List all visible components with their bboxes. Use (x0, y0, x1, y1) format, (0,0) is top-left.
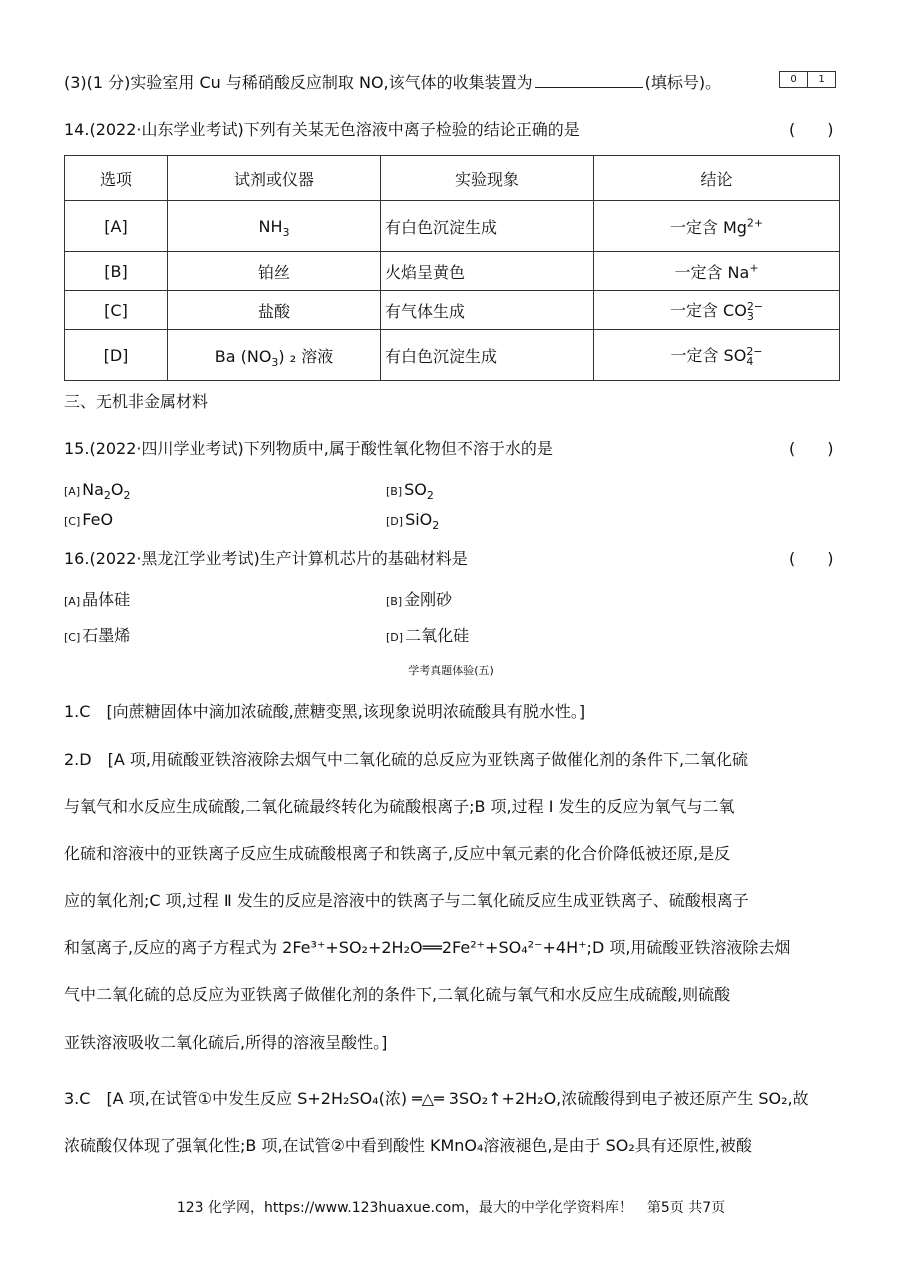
q15-option-c[interactable]: [C] FeO (64, 510, 114, 529)
q15-option-d[interactable]: [D] SiO$_2$ (386, 510, 440, 533)
row-conclusion: 一定含 $Mg^{2+}$ (594, 201, 840, 252)
answer-2-line: 亚铁溶液吸收二氧化硫后,所得的溶液呈酸性。] (64, 1033, 388, 1052)
answer-2-line: 化硫和溶液中的亚铁离子反应生成硫酸根离子和铁离子,反应中氧元素的化合价降低被还原,是反 (64, 844, 731, 863)
score-0[interactable]: 0 (779, 71, 808, 88)
q13-line (64, 70, 721, 95)
section-heading: 三、无机非金属材料 (64, 392, 209, 411)
table-header-row (65, 156, 840, 201)
q16-option-c[interactable]: [C] 石墨烯 (64, 626, 131, 645)
header-phenomenon: 实验现象 (381, 156, 594, 201)
q14-table (64, 155, 840, 381)
q15-option-a[interactable]: [A] $Na_2O_2$ (64, 480, 131, 503)
row-option: [D] (65, 330, 168, 381)
answer-3-line: 浓硫酸仅体现了强氧化性;B 项,在试管②中看到酸性 KMnO₄溶液褪色,是由于 SO₂具有还原性,被酸 (64, 1136, 752, 1155)
row-option: [C] (65, 291, 168, 330)
answer-3-line: 3.C [A 项,在试管①中发生反应 S+2H₂SO₄(浓) ═△═ 3SO₂↑+2H₂O,浓硫酸得到电子被还原产生 SO₂,故 (64, 1089, 809, 1108)
q16-option-d[interactable]: [D] 二氧化硅 (386, 626, 470, 645)
table-row (65, 252, 840, 291)
q15-stem: 15.(2022·四川学业考试)下列物质中,属于酸性氧化物但不溶于水的是 (64, 439, 553, 458)
page-footer: 123 化学网，https://www.123huaxue.com，最大的中学化学资料库！ 第5页 共7页 (176, 1200, 726, 1216)
row-option: [A] (65, 201, 168, 252)
q14-answer-paren: ( ) (789, 120, 834, 139)
q16-option-a[interactable]: [A] 晶体硅 (64, 590, 131, 609)
header-reagent: 试剂或仪器 (168, 156, 381, 201)
table-row (65, 291, 840, 330)
header-option: 选项 (65, 156, 168, 201)
q13-text-b: (填标号)。 (644, 73, 722, 92)
row-phenomenon: 有白色沉淀生成 (381, 330, 594, 381)
q16-option-b[interactable]: [B] 金刚砂 (386, 590, 453, 609)
answers-title: 学考真题体验(五) (408, 664, 494, 677)
q16-stem: 16.(2022·黑龙江学业考试)生产计算机芯片的基础材料是 (64, 549, 468, 568)
row-reagent: 盐酸 (168, 291, 381, 330)
score-1[interactable]: 1 (808, 71, 836, 88)
row-phenomenon: 有白色沉淀生成 (381, 201, 594, 252)
q15-option-b[interactable]: [B] $SO_2$ (386, 480, 434, 503)
q13-text-a: (3)(1 分)实验室用 Cu 与稀硝酸反应制取 NO,该气体的收集装置为 (64, 73, 533, 92)
answer-2-line: 与氧气和水反应生成硫酸,二氧化硫最终转化为硫酸根离子;B 项,过程 Ⅰ 发生的反应为氧气与二氧 (64, 797, 735, 816)
row-reagent: $NH_3$ (168, 201, 381, 252)
answer-2-line: 应的氧化剂;C 项,过程 Ⅱ 发生的反应是溶液中的铁离子与二氧化硫反应生成亚铁离子、硫酸根离子 (64, 891, 749, 910)
answer-1: 1.C [向蔗糖固体中滴加浓硫酸,蔗糖变黑,该现象说明浓硫酸具有脱水性。] (64, 702, 586, 721)
q15-answer-paren: ( ) (789, 439, 834, 458)
table-row (65, 330, 840, 381)
answer-2-line: 和氢离子,反应的离子方程式为 2Fe³⁺+SO₂+2H₂O══2Fe²⁺+SO₄²⁻+4H⁺;D 项,用硫酸亚铁溶液除去烟 (64, 938, 791, 957)
row-reagent: Ba $(NO_3)$ ₂ 溶液 (168, 330, 381, 381)
answer-2-line: 气中二氧化硫的总反应为亚铁离子做催化剂的条件下,二氧化硫与氧气和水反应生成硫酸,则硫酸 (64, 985, 731, 1004)
row-conclusion: 一定含 SO 2− 4 (594, 330, 840, 381)
q14-stem: 14.(2022·山东学业考试)下列有关某无色溶液中离子检验的结论正确的是 (64, 120, 580, 139)
answer-blank[interactable] (535, 70, 643, 88)
score-box[interactable] (779, 71, 836, 88)
row-reagent: 铂丝 (168, 252, 381, 291)
row-phenomenon: 火焰呈黄色 (381, 252, 594, 291)
answer-2-line: 2.D [A 项,用硫酸亚铁溶液除去烟气中二氧化硫的总反应为亚铁离子做催化剂的条件下,二氧化硫 (64, 750, 749, 769)
row-conclusion: 一定含 CO 2− 3 (594, 291, 840, 330)
row-phenomenon: 有气体生成 (381, 291, 594, 330)
row-conclusion: 一定含 Na+ (594, 252, 840, 291)
row-option: [B] (65, 252, 168, 291)
q16-answer-paren: ( ) (789, 549, 834, 568)
table-row (65, 201, 840, 252)
header-conclusion: 结论 (594, 156, 840, 201)
